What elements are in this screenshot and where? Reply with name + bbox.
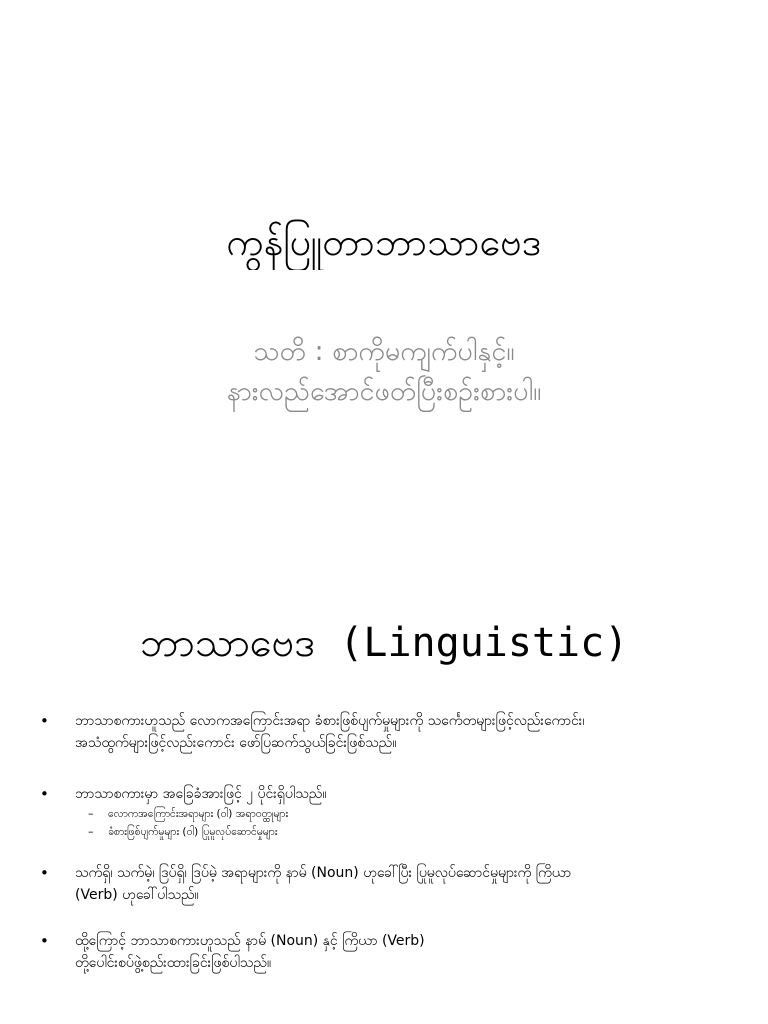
section-title: ဘာသာဗေဒ (Linguistic) <box>139 620 629 666</box>
sub-bullet-text: လောကအကြောင်းအရာများ (ဝါ) အရာဝတ္ထုများ <box>108 808 288 820</box>
bullet-item <box>40 930 740 974</box>
bullet-text: (Verb) ဟုခေါ်ပါသည်။ <box>75 887 199 903</box>
bullet-icon: • <box>40 864 49 882</box>
dash-icon: – <box>88 807 94 820</box>
bullet-icon: • <box>40 932 49 950</box>
bullet-text: သက်ရှိ၊ သက်မဲ့၊ ဒြပ်ရှိ၊ ဒြပ်မဲ့ အရာများကို နာမ် (Noun) ဟုခေါ်ပြီး ပြုမူလုပ်ဆောင်မှုများကို ကြိယာ <box>75 865 572 881</box>
bullet-text: ဘာသာစကားဟူသည် လောကအကြောင်းအရာ ခံစားဖြစ်ပျက်မှုများကို သင်္ကေတများဖြင့်လည်းကောင်း၊ <box>75 713 585 729</box>
sub-bullet-text: ခံစားဖြစ်ပျက်မှုများ (ဝါ) ပြုမူလုပ်ဆောင်မှုများ <box>108 826 278 838</box>
subtitle-line: နားလည်အောင်ဖတ်ပြီးစဉ်းစားပါ။ <box>226 376 542 407</box>
bullet-item <box>40 710 740 754</box>
bullet-item <box>40 783 740 841</box>
bullet-item <box>40 862 740 906</box>
bullet-icon: • <box>40 712 49 730</box>
sub-bullet-item <box>88 805 740 823</box>
bullet-text: ဘာသာစကားမှာ အခြေခံအားဖြင့် ၂ ပိုင်းရှိပါသည်။ <box>75 786 327 802</box>
bullet-text: ထို့ကြောင့် ဘာသာစကားဟူသည် နာမ် (Noun) နှင့် ကြိယာ (Verb) <box>75 933 425 949</box>
sub-bullet-item <box>88 823 740 841</box>
subtitle-line: သတိ : စာကိုမကျက်ပါနှင့်။ <box>253 336 515 367</box>
dash-icon: – <box>88 825 94 838</box>
bullet-icon: • <box>40 785 49 803</box>
bullet-text: အသံထွက်များဖြင့်လည်းကောင်း ဖော်ပြဆက်သွယ်ခြင်းဖြစ်သည်။ <box>75 735 397 751</box>
bullet-text: တို့ပေါင်းစပ်ဖွဲ့စည်းထားခြင်းဖြစ်ပါသည်။ <box>75 955 272 971</box>
slide-title: ကွန်ပြူတာဘာသာဗေဒ <box>226 220 542 264</box>
